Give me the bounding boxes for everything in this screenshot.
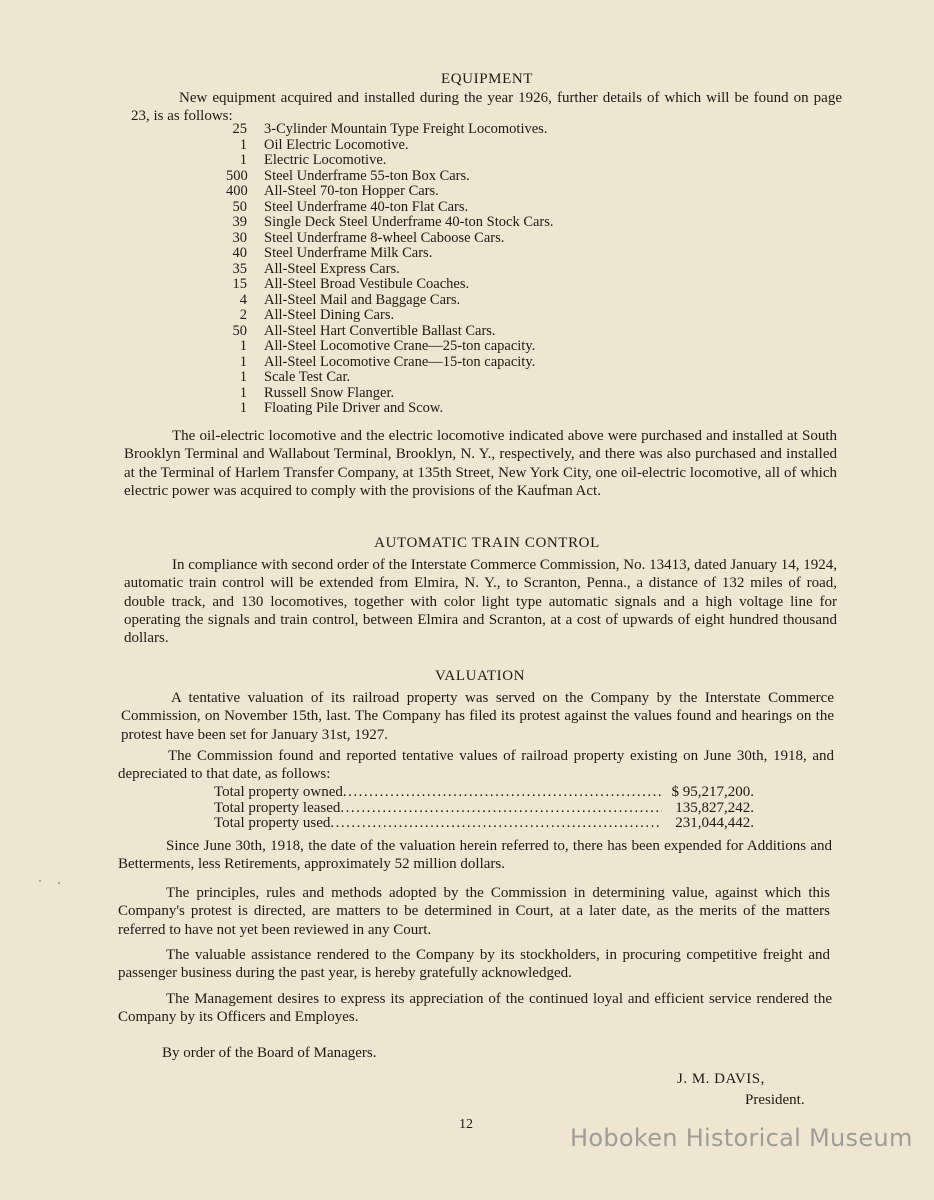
valuation-p4: The principles, rules and methods adopted by the Commission in determining value, against which this Company's protest is directed, are matters to be determined in Court, at a later date, as the merits of the matters referred to have not yet been reviewed in any Court. — [118, 885, 830, 938]
list-item: 4 All-Steel Mail and Baggage Cars. — [239, 291, 461, 308]
list-item: 500 Steel Underframe 55-ton Box Cars. — [226, 167, 470, 184]
list-item: 1 Russell Snow Flanger. — [239, 384, 395, 401]
list-item: 50 All-Steel Hart Convertible Ballast Cars. — [232, 322, 496, 339]
list-item: 1 Electric Locomotive. — [239, 152, 387, 168]
valuation-p1: A tentative valuation of its railroad property was served on the Company by the Interstate Commerce Commission, on November 15th, last. The Company has filed its protest against the values found and hearings on the protest have been set for January 31st, 1927. — [121, 690, 834, 743]
valuation-p6: The Management desires to express its appreciation of the continued loyal and efficient service rendered the Company by its Officers and Employes. — [118, 991, 832, 1026]
list-item: 40 Steel Underframe Milk Cars. — [232, 245, 433, 261]
list-item: 35 All-Steel Express Cars. — [232, 260, 400, 277]
list-item: 1 Oil Electric Locomotive. — [239, 136, 409, 153]
list-item: 1 All-Steel Locomotive Crane—25-ton capacity. — [239, 338, 536, 354]
equipment-note: The oil-electric locomotive and the electric locomotive indicated above were purchased and installed at South Brooklyn Terminal and Wallabout Terminal, Brooklyn, N. Y., respectively, and there was also purchased and installed at the Terminal of Harlem Transfer Company, at 135th Street, New York City, one oil-electric locomotive, all of which electric power was acquired to comply with the provisions of the Kaufman Act. — [124, 428, 837, 499]
table-row: Total property used ..... 231,044,442. — [214, 816, 754, 832]
table-row: Total property owned ..... $ 95,217,200. — [214, 785, 754, 801]
list-item: 400 All-Steel 70-ton Hopper Cars. — [226, 183, 439, 199]
list-item: 25 3-Cylinder Mountain Type Freight Locomotives. — [232, 121, 548, 137]
equipment-intro: New equipment acquired and installed during the year 1926, further details of which will be found on page 23, is as follows: — [131, 90, 842, 125]
atc-heading: AUTOMATIC TRAIN CONTROL — [374, 535, 600, 551]
list-item: 15 All-Steel Broad Vestibule Coaches. — [232, 276, 470, 292]
valuation-p5: The valuable assistance rendered to the Company by its stockholders, in procuring competitive freight and passenger business during the past year, is hereby gratefully acknowledged. — [118, 947, 830, 982]
list-item: 39 Single Deck Steel Underframe 40-ton Stock Cars. — [232, 214, 554, 230]
equipment-list — [226, 122, 554, 417]
watermark: Hoboken Historical Museum — [570, 1124, 913, 1152]
valuation-p3: Since June 30th, 1918, the date of the valuation herein referred to, there has been expended for Additions and Betterments, less Retirements, approximately 52 million dollars. — [118, 838, 832, 873]
page-number: 12 — [459, 1117, 473, 1132]
signatory-title: President. — [745, 1092, 805, 1108]
atc-body: In compliance with second order of the Interstate Commerce Commission, No. 13413, dated January 14, 1924, automatic train control will be extended from Elmira, N. Y., to Scranton, Penna., a distance of 132 miles of road, double track, and 130 locomotives, together with color light type automatic signals and a high voltage line for operating the signals and train control, between Elmira and Scranton, at a cost of upwards of eight hundred thousand dollars. — [124, 557, 837, 647]
list-item: 1 All-Steel Locomotive Crane—15-ton capacity. — [239, 353, 536, 370]
list-item: 2 All-Steel Dining Cars. — [239, 307, 395, 323]
table-row: Total property leased ..... 135,827,242. — [214, 801, 754, 817]
list-item: 30 Steel Underframe 8-wheel Caboose Cars. — [232, 229, 505, 246]
paper-speck — [58, 882, 60, 884]
list-item: 1 Floating Pile Driver and Scow. — [239, 400, 444, 416]
valuation-heading: VALUATION — [434, 668, 526, 684]
closing-order: By order of the Board of Managers. — [162, 1045, 377, 1061]
valuation-table — [214, 785, 754, 832]
list-item: 1 Scale Test Car. — [239, 369, 351, 385]
list-item: 50 Steel Underframe 40-ton Flat Cars. — [232, 198, 469, 215]
paper-speck — [39, 880, 41, 882]
valuation-p2: The Commission found and reported tentative values of railroad property existing on June 30th, 1918, and depreciated to that date, as follows: — [118, 748, 834, 783]
equipment-heading: EQUIPMENT — [440, 71, 534, 87]
signatory-name: J. M. DAVIS, — [677, 1071, 765, 1087]
